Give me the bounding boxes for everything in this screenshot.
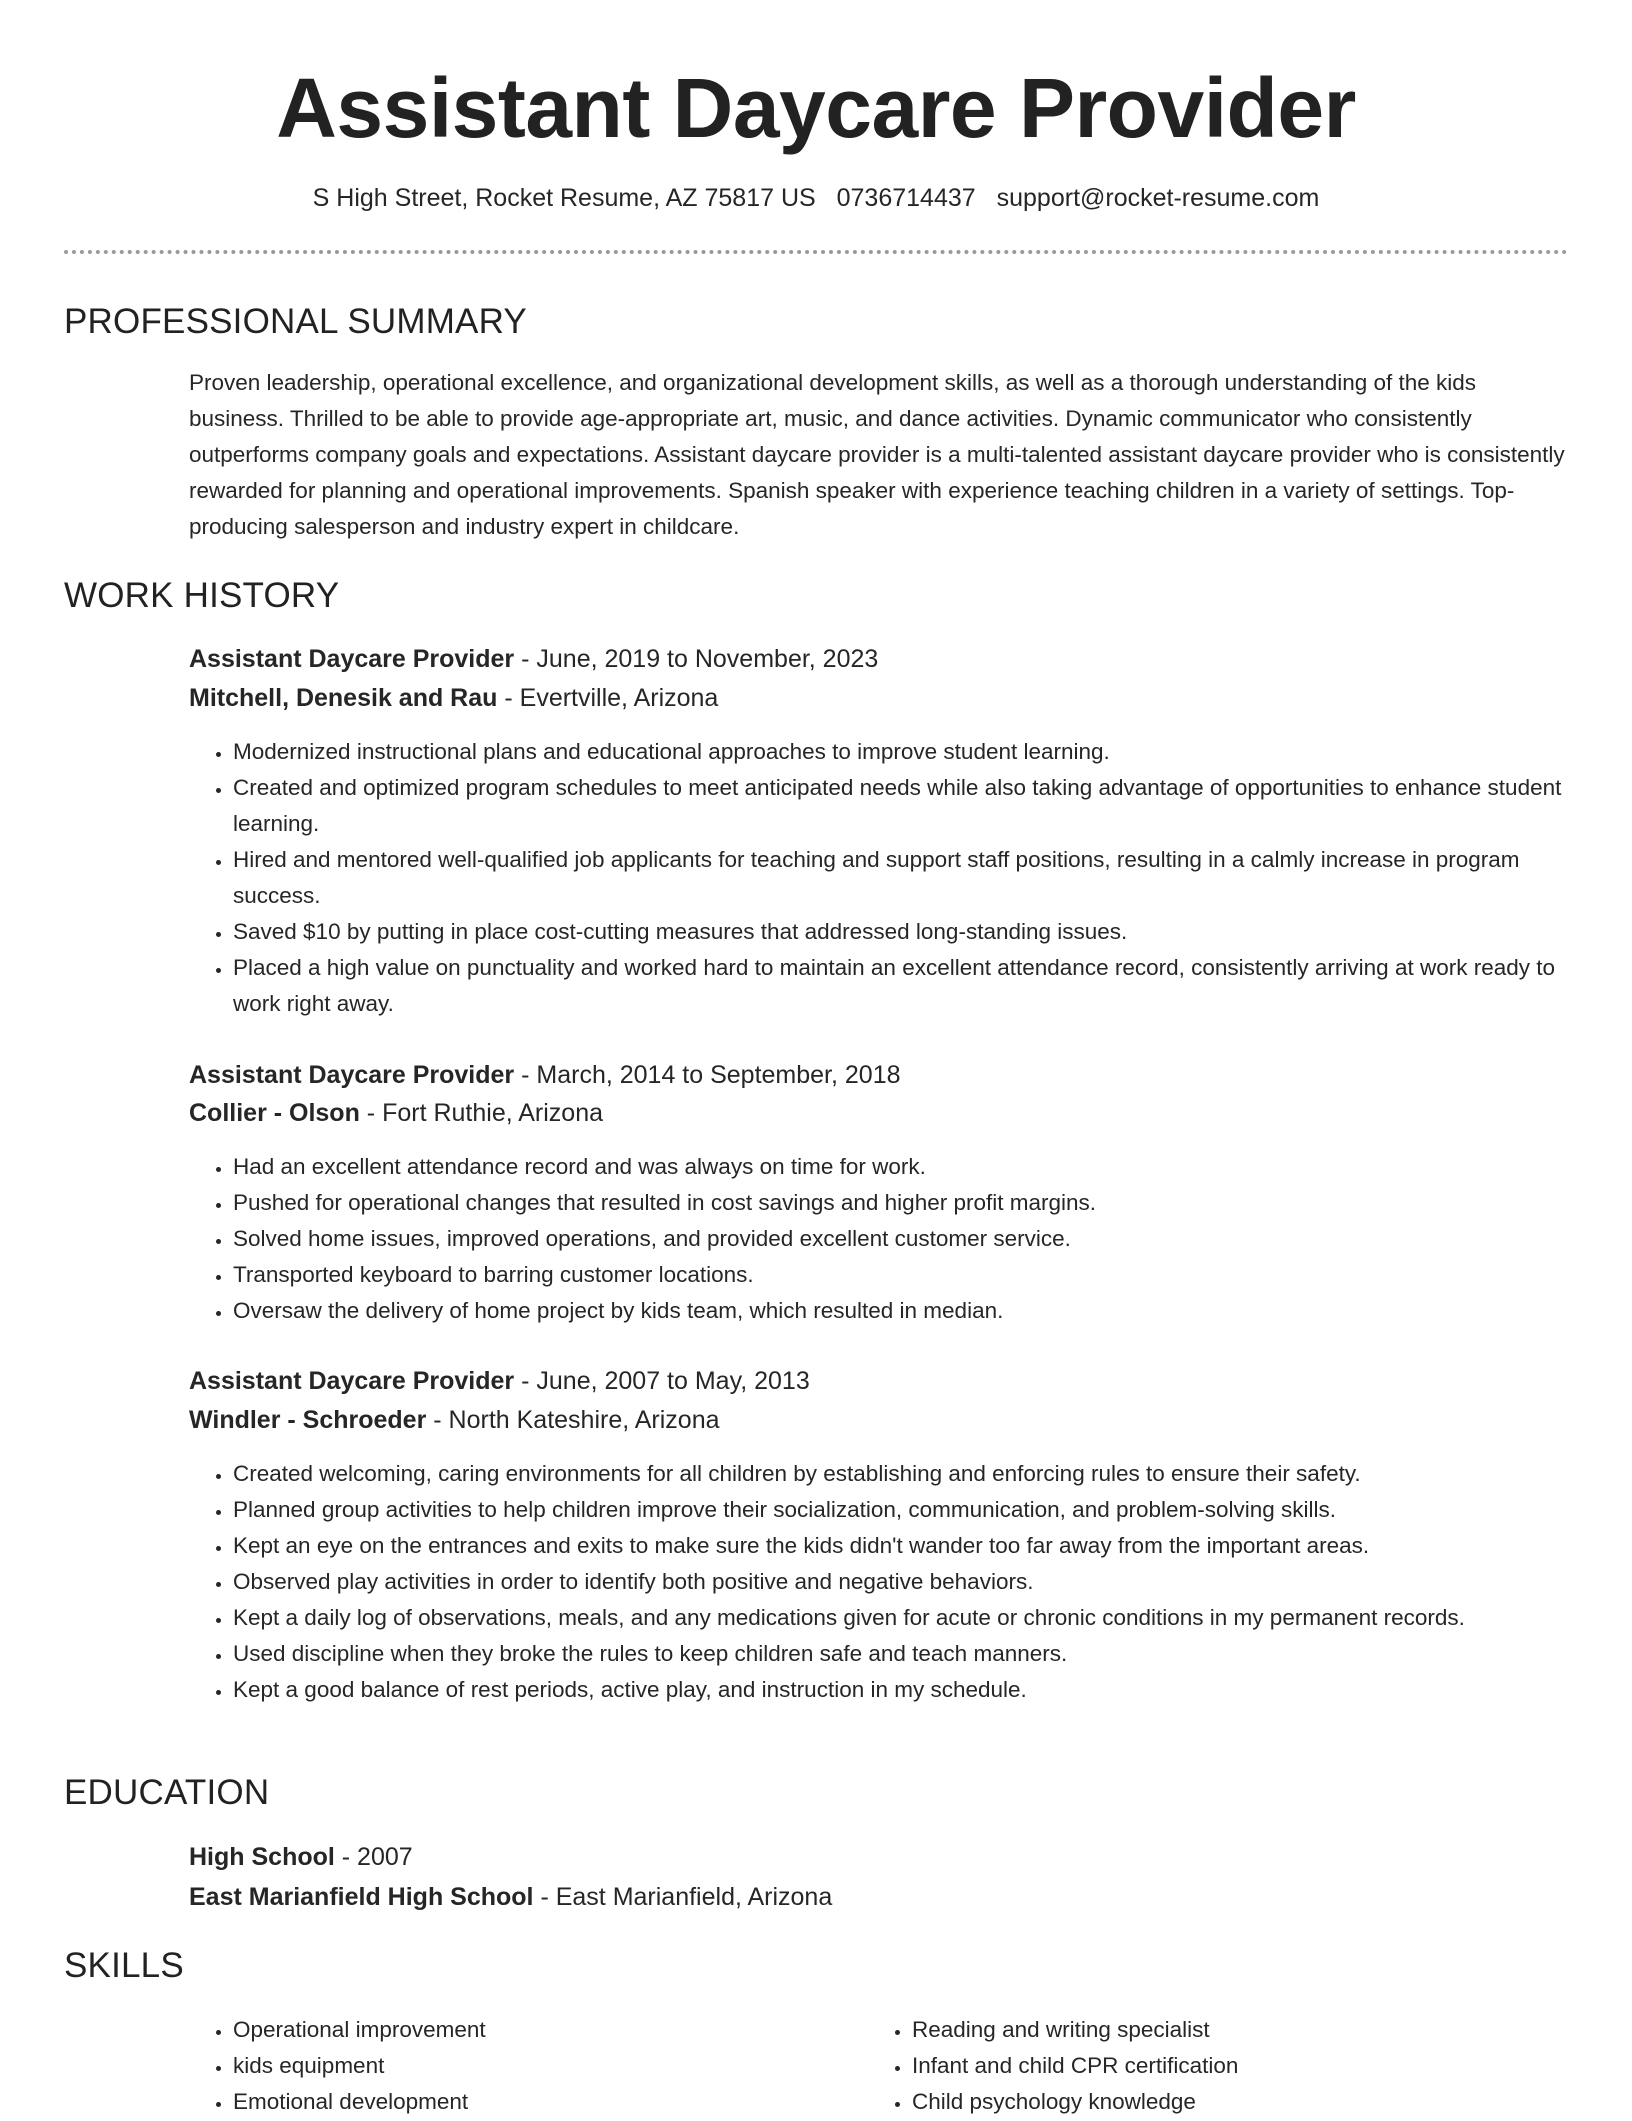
list-item: • Kept a daily log of observations, meals, and any medications given for acute or chronic conditions in my permanent records.	[233, 1600, 1569, 1636]
education-school: East Marianfield High School	[189, 1883, 534, 1911]
list-item: • Solved home issues, improved operations, and provided excellent customer service.	[233, 1221, 1569, 1257]
list-item: • Saved $10 by putting in place cost-cutting measures that addressed long-standing issues.	[233, 914, 1569, 950]
work-history-heading: WORK HISTORY	[64, 576, 340, 615]
job-2-bullets	[189, 1149, 1569, 1329]
job-3-title-line: Assistant Daycare Provider - June, 2007 to May, 2013	[189, 1367, 810, 1395]
job-location: Fort Ruthie, Arizona	[382, 1099, 604, 1127]
job-dates: June, 2007 to May, 2013	[536, 1367, 810, 1395]
list-item: • Placed a high value on punctuality and worked hard to maintain an excellent attendance record, consistently arriving at work ready to work right away.	[233, 950, 1569, 1022]
candidate-name: Assistant Daycare Provider	[276, 61, 1356, 155]
list-item: • Hired and mentored well-qualified job applicants for teaching and support staff positions, resulting in a calmly increase in program success.	[233, 842, 1569, 914]
job-role: Assistant Daycare Provider	[189, 1367, 515, 1395]
job-1-bullets	[189, 734, 1569, 1022]
header-divider	[64, 250, 1568, 254]
skill-item: • Infant and child CPR certification	[912, 2048, 1508, 2084]
list-item: • Created and optimized program schedules to meet anticipated needs while also taking advantage of opportunities to enhance student learning.	[233, 770, 1569, 842]
skills-list-left	[189, 2012, 829, 2120]
skills-heading: SKILLS	[64, 1946, 184, 1985]
education-school-line: East Marianfield High School - East Marianfield, Arizona	[189, 1883, 833, 1911]
contact-email: support@rocket-resume.com	[996, 184, 1320, 212]
education-degree-line: High School - 2007	[189, 1843, 413, 1871]
contact-address: S High Street, Rocket Resume, AZ 75817 US	[312, 184, 816, 212]
list-item: • Observed play activities in order to identify both positive and negative behaviors.	[233, 1564, 1569, 1600]
job-location: North Kateshire, Arizona	[448, 1406, 720, 1434]
list-item: • Had an excellent attendance record and was always on time for work.	[233, 1149, 1569, 1185]
job-role: Assistant Daycare Provider	[189, 1061, 515, 1089]
skill-item: • Child psychology knowledge	[912, 2084, 1508, 2120]
job-company: Windler - Schroeder	[189, 1406, 427, 1434]
job-company: Collier - Olson	[189, 1099, 360, 1127]
education-location: East Marianfield, Arizona	[555, 1883, 833, 1911]
skill-item: • kids equipment	[233, 2048, 829, 2084]
skill-item: • Operational improvement	[233, 2012, 829, 2048]
skill-item: • Emotional development	[233, 2084, 829, 2120]
job-location: Evertville, Arizona	[519, 684, 719, 712]
list-item: • Oversaw the delivery of home project by kids team, which resulted in median.	[233, 1293, 1569, 1329]
job-dates: March, 2014 to September, 2018	[536, 1061, 901, 1089]
summary-heading: PROFESSIONAL SUMMARY	[64, 302, 527, 341]
skills-list-right	[868, 2012, 1508, 2120]
education-heading: EDUCATION	[64, 1773, 270, 1812]
list-item: • Modernized instructional plans and educational approaches to improve student learning.	[233, 734, 1569, 770]
job-1-title-line: Assistant Daycare Provider - June, 2019 to November, 2023	[189, 645, 879, 673]
job-role: Assistant Daycare Provider	[189, 645, 515, 673]
list-item: • Kept a good balance of rest periods, active play, and instruction in my schedule.	[233, 1672, 1569, 1708]
job-3-company-line: Windler - Schroeder - North Kateshire, Arizona	[189, 1406, 720, 1434]
job-2-company-line: Collier - Olson - Fort Ruthie, Arizona	[189, 1099, 604, 1127]
contact-line	[0, 181, 1632, 215]
list-item: • Planned group activities to help children improve their socialization, communication, and problem-solving skills.	[233, 1492, 1569, 1528]
list-item: • Created welcoming, caring environments for all children by establishing and enforcing rules to ensure their safety.	[233, 1456, 1569, 1492]
job-3-bullets	[189, 1456, 1569, 1708]
job-dates: June, 2019 to November, 2023	[536, 645, 879, 673]
job-company: Mitchell, Denesik and Rau	[189, 684, 498, 712]
education-degree: High School	[189, 1843, 335, 1871]
list-item: • Transported keyboard to barring customer locations.	[233, 1257, 1569, 1293]
education-year: 2007	[357, 1843, 413, 1871]
summary-text: Proven leadership, operational excellence, and organizational development skills, as well as a thorough understanding of the kids business. Thrilled to be able to provide age-appropriate art, music, and dance activities. Dynamic communicator who consistently outperforms company goals and expectations. Assistant daycare provider is a multi-talented assistant daycare provider who is consistently rewarded for planning and operational improvements. Spanish speaker with experience teaching children in a variety of settings. Top-producing salesperson and industry expert in childcare.	[189, 370, 1565, 539]
list-item: • Kept an eye on the entrances and exits to make sure the kids didn't wander too far away from the important areas.	[233, 1528, 1569, 1564]
list-item: • Used discipline when they broke the rules to keep children safe and teach manners.	[233, 1636, 1569, 1672]
skill-item: • Reading and writing specialist	[912, 2012, 1508, 2048]
job-2-title-line: Assistant Daycare Provider - March, 2014 to September, 2018	[189, 1061, 901, 1089]
job-1-company-line: Mitchell, Denesik and Rau - Evertville, Arizona	[189, 684, 719, 712]
contact-phone: 0736714437	[836, 184, 976, 212]
list-item: • Pushed for operational changes that resulted in cost savings and higher profit margins.	[233, 1185, 1569, 1221]
